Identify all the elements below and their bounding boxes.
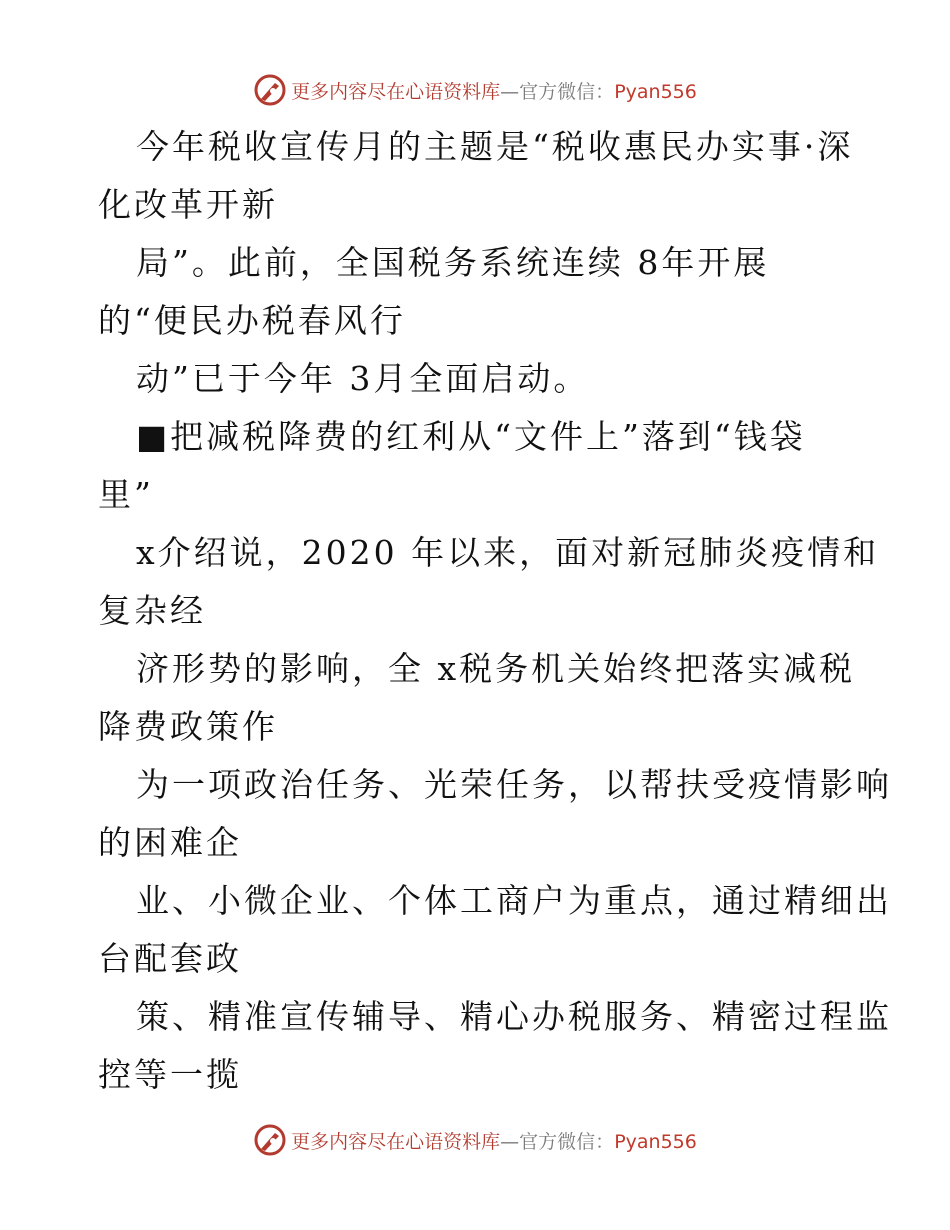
body-line: 降费政策作 (98, 707, 278, 746)
body-line: ■把减税降费的红利从“文件上”落到“钱袋 (136, 417, 806, 456)
pen-seal-icon (253, 1123, 287, 1157)
body-line: 策、精准宣传辅导、精心办税服务、精密过程监 (136, 997, 892, 1036)
body-line: 里” (98, 475, 154, 514)
body-line: 业、小微企业、个体工商户为重点，通过精细出 (136, 881, 892, 920)
banner-dash: — (500, 1130, 520, 1153)
body-line: 局”。此前，全国税务系统连续 8年开展 (136, 243, 770, 282)
body-line: 复杂经 (98, 591, 206, 630)
body-line: 台配套政 (98, 939, 242, 978)
body-line: 今年税收宣传月的主题是“税收惠民办实事·深 (136, 127, 854, 166)
header-banner (0, 70, 950, 110)
pen-seal-icon (253, 73, 287, 107)
body-line: 控等一揽 (98, 1055, 242, 1094)
body-line: 济形势的影响，全 x税务机关始终把落实减税 (136, 649, 856, 688)
body-line: 动”已于今年 3月全面启动。 (136, 359, 590, 398)
footer-banner (0, 1120, 950, 1160)
body-line: 为一项政治任务、光荣任务，以帮扶受疫情影响 (136, 765, 892, 804)
banner-text (291, 77, 697, 104)
body-line: 的“便民办税春风行 (98, 301, 406, 340)
body-line: 的困难企 (98, 823, 242, 862)
body-line: 化改革开新 (98, 185, 278, 224)
banner-main-text: 更多内容尽在心语资料库 (291, 80, 501, 103)
banner-main-text: 更多内容尽在心语资料库 (291, 1130, 501, 1153)
body-line: x介绍说，2020 年以来，面对新冠肺炎疫情和 (136, 533, 880, 572)
banner-official-label: 官方微信： (519, 1130, 615, 1153)
banner-wechat-id: Pyan556 (614, 80, 697, 103)
banner-dash: — (500, 80, 520, 103)
banner-official-label: 官方微信： (519, 80, 615, 103)
document-body (98, 118, 892, 1104)
banner-text (291, 1127, 697, 1154)
banner-wechat-id: Pyan556 (614, 1130, 697, 1153)
